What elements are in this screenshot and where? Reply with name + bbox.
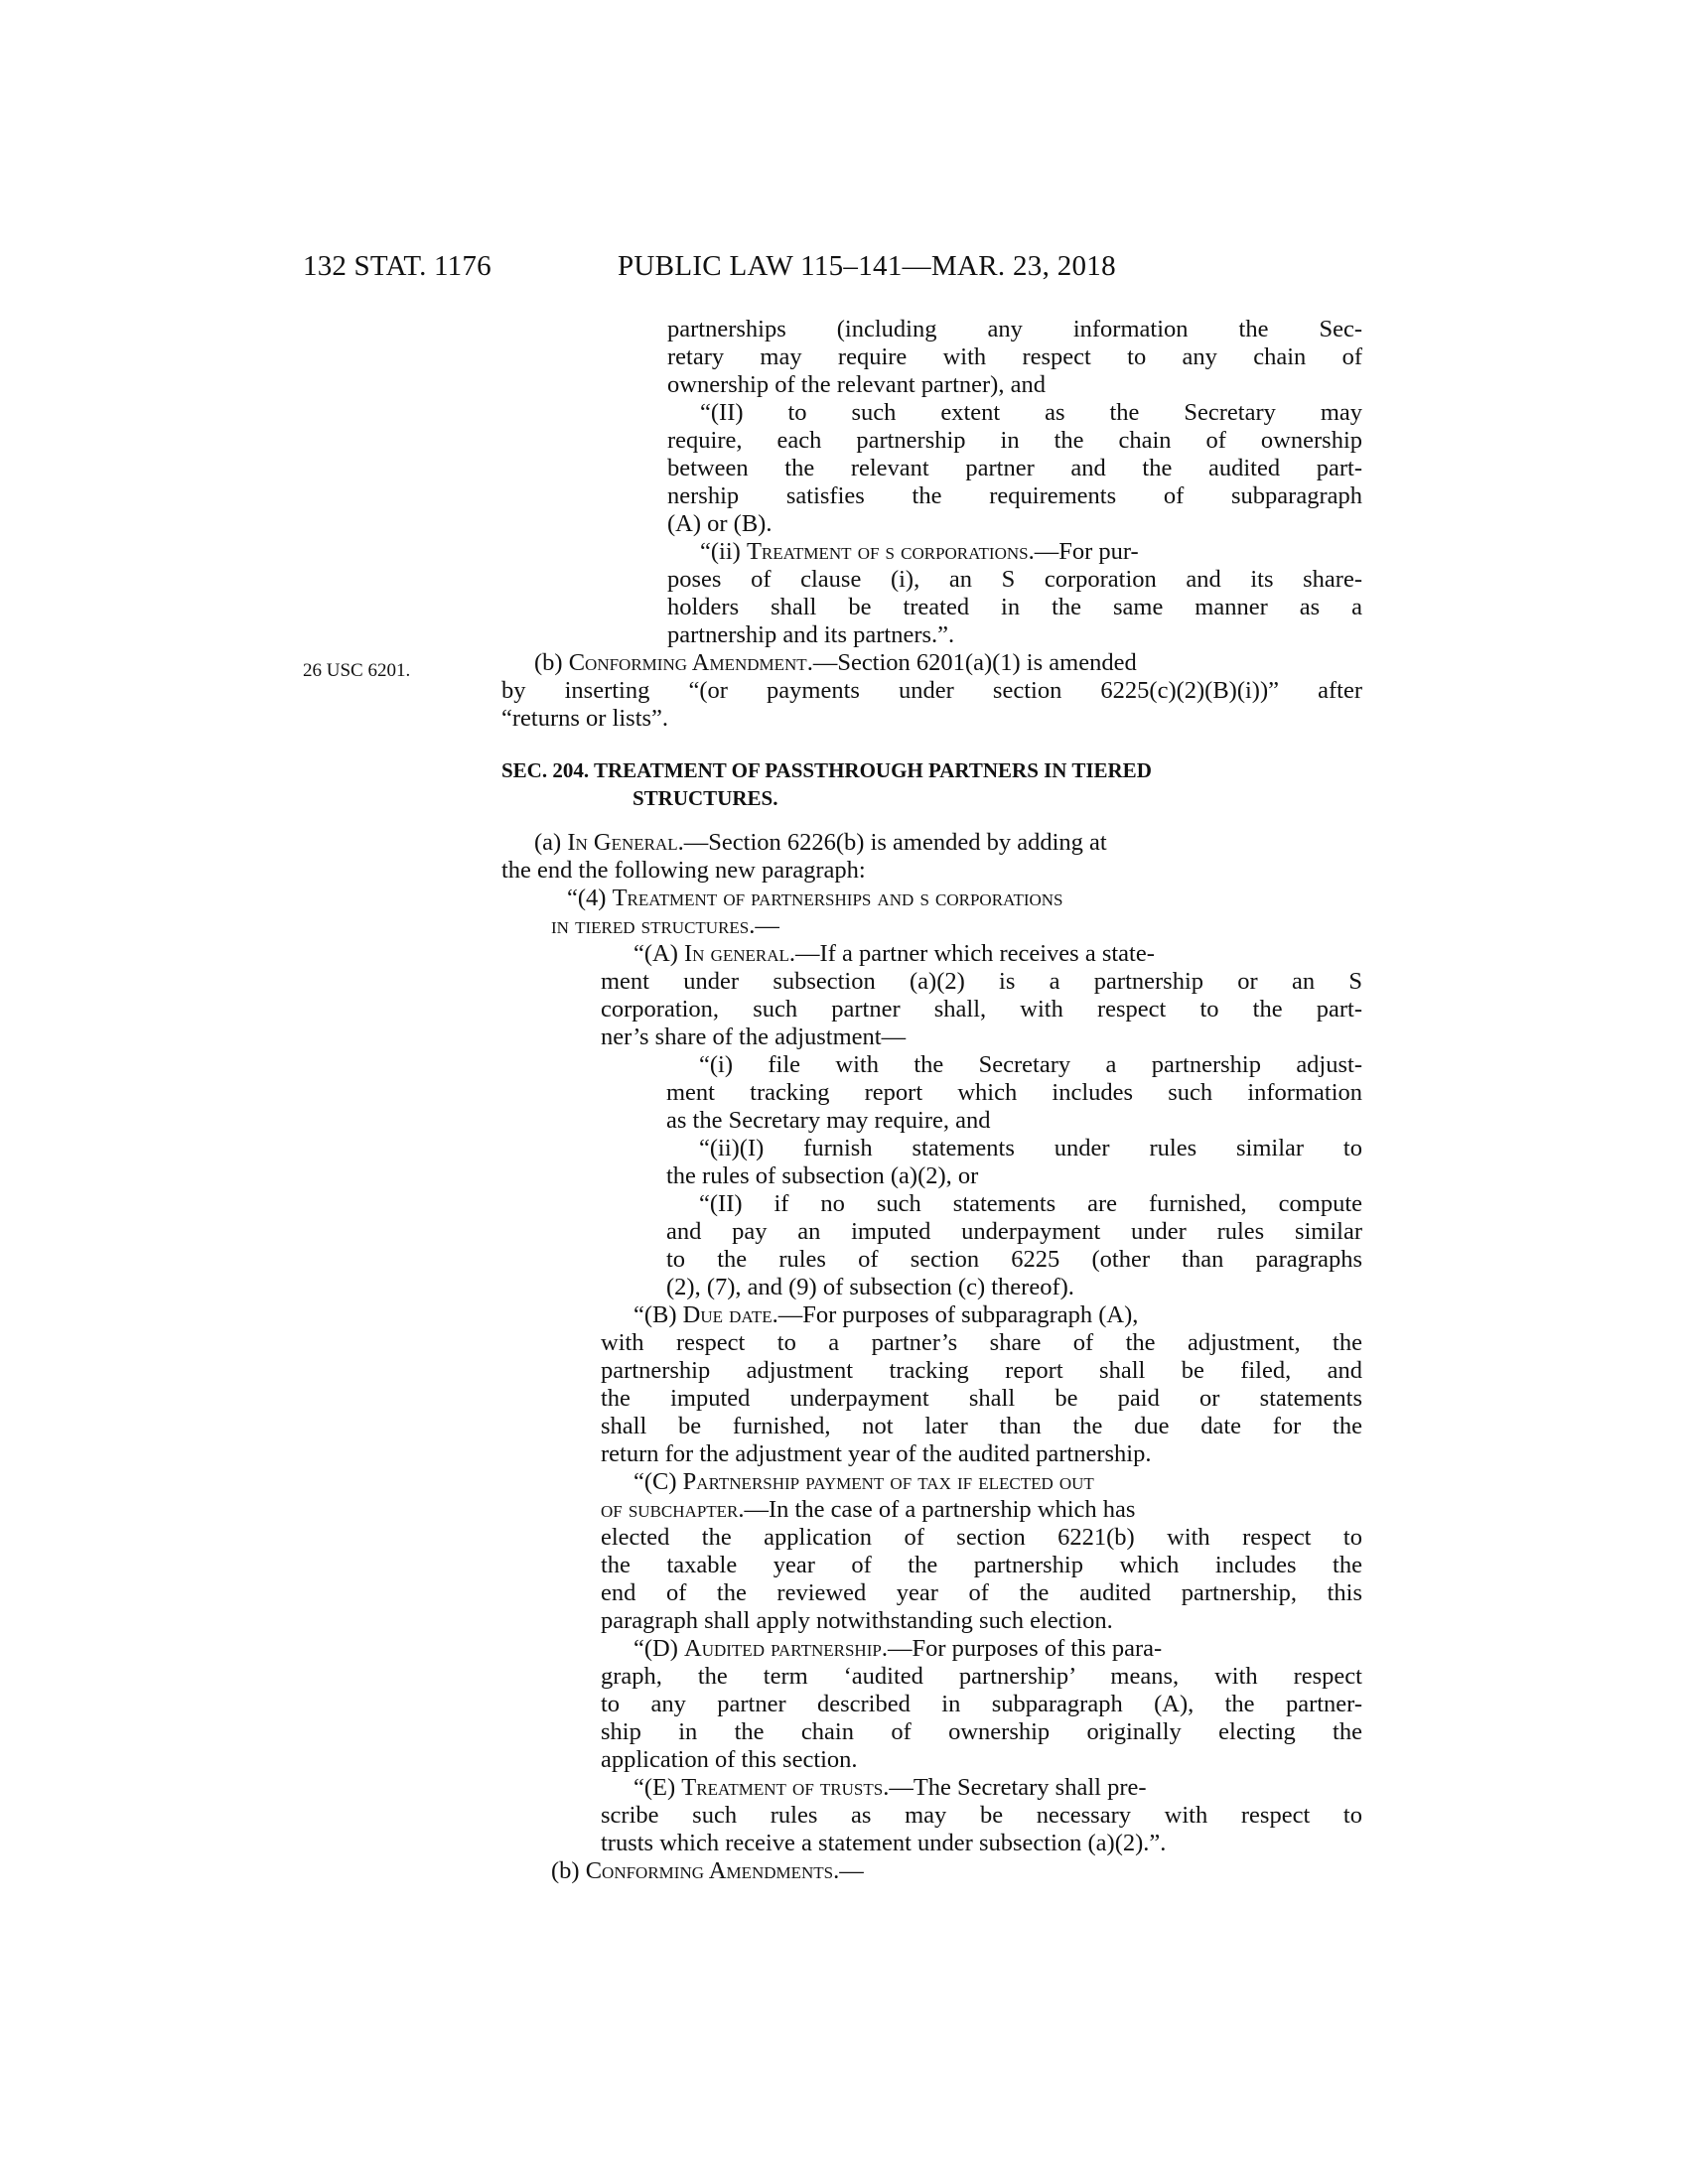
text-line: by inserting “(or payments under section 6225(c)(2)(B)(i))” after bbox=[501, 677, 1362, 704]
text-line: between the relevant partner and the audited part- bbox=[667, 455, 1362, 481]
text-run: .—Section 6201(a)(1) is amended bbox=[806, 649, 1137, 676]
text-run: “(A) bbox=[633, 940, 685, 967]
text-run: “(D) bbox=[633, 1635, 685, 1662]
page-header-title: PUBLIC LAW 115–141—MAR. 23, 2018 bbox=[618, 250, 1116, 282]
heading-text: Conforming Amendments bbox=[585, 1857, 834, 1884]
text-line: the rules of subsection (a)(2), or bbox=[666, 1162, 979, 1189]
text-run: .— bbox=[833, 1857, 864, 1884]
text-line: the taxable year of the partnership which includes the bbox=[601, 1552, 1362, 1578]
text-line: partnership adjustment tracking report shall be filed, and bbox=[601, 1357, 1362, 1384]
heading-text: Due date bbox=[682, 1301, 773, 1328]
text-line: “(II) to such extent as the Secretary may bbox=[700, 399, 1362, 426]
subparagraph-heading-E bbox=[633, 1774, 1147, 1802]
paragraph-heading-4-cont bbox=[551, 912, 779, 940]
text-line: trusts which receive a statement under subsection (a)(2).”. bbox=[601, 1830, 1167, 1856]
subsection-heading-b bbox=[534, 649, 1137, 677]
text-line: “(i) file with the Secretary a partnership adjust- bbox=[699, 1051, 1362, 1078]
text-line: return for the adjustment year of the audited partnership. bbox=[601, 1440, 1152, 1467]
text-run: (a) bbox=[534, 829, 568, 856]
heading-text: of subchapter bbox=[601, 1496, 739, 1523]
text-line: to any partner described in subparagraph (A), the partner- bbox=[601, 1691, 1362, 1717]
text-line: application of this section. bbox=[601, 1746, 858, 1773]
heading-text: in tiered structures bbox=[551, 912, 750, 939]
text-run: “(ii) bbox=[700, 538, 747, 565]
text-line: (A) or (B). bbox=[667, 510, 773, 537]
text-run: (b) bbox=[534, 649, 569, 676]
heading-text: In general bbox=[684, 940, 789, 967]
text-line: and pay an imputed underpayment under rules similar bbox=[666, 1218, 1362, 1245]
text-run: .— bbox=[749, 912, 779, 939]
text-line: the end the following new paragraph: bbox=[501, 857, 866, 884]
text-line: holders shall be treated in the same manner as a bbox=[667, 594, 1362, 620]
text-line: corporation, such partner shall, with respect to the part- bbox=[601, 996, 1362, 1023]
text-run: “(4) bbox=[567, 885, 613, 911]
subparagraph-heading-C-cont bbox=[601, 1496, 1135, 1524]
subparagraph-heading-A bbox=[633, 940, 1155, 968]
text-line: “(ii)(I) furnish statements under rules similar to bbox=[699, 1135, 1362, 1161]
text-line: ownership of the relevant partner), and bbox=[667, 371, 1046, 398]
heading-text: Audited partnership bbox=[684, 1635, 882, 1662]
text-line: ner’s share of the adjustment— bbox=[601, 1024, 907, 1050]
subsection-heading-b-amendments bbox=[551, 1857, 864, 1885]
subparagraph-heading-C bbox=[633, 1468, 1094, 1496]
text-line: partnerships (including any information the Sec- bbox=[667, 316, 1362, 342]
text-line: partnership and its partners.”. bbox=[667, 621, 955, 648]
subparagraph-heading-B bbox=[633, 1301, 1138, 1329]
text-line: (2), (7), and (9) of subsection (c) thereof). bbox=[666, 1274, 1074, 1300]
text-run: .—For purposes of subparagraph (A), bbox=[772, 1301, 1139, 1328]
text-line: shall be furnished, not later than the due date for the bbox=[601, 1413, 1362, 1439]
heading-text: Conforming Amendment bbox=[568, 649, 807, 676]
text-line: ship in the chain of ownership originally electing the bbox=[601, 1718, 1362, 1745]
text-line: paragraph shall apply notwithstanding such election. bbox=[601, 1607, 1113, 1634]
text-line: to the rules of section 6225 (other than paragraphs bbox=[666, 1246, 1362, 1273]
heading-text: Treatment of s corporations bbox=[746, 538, 1029, 565]
text-line: scribe such rules as may be necessary with respect to bbox=[601, 1802, 1362, 1829]
text-run: “(E) bbox=[633, 1774, 682, 1801]
text-line: require, each partnership in the chain of ownership bbox=[667, 427, 1362, 454]
clause-heading-ii bbox=[700, 538, 1139, 566]
text-run: .—For pur- bbox=[1028, 538, 1139, 565]
subsection-heading-a bbox=[534, 829, 1107, 857]
text-run: .—Section 6226(b) is amended by adding at bbox=[677, 829, 1107, 856]
paragraph-heading-4 bbox=[567, 885, 1063, 912]
section-heading: SEC. 204. TREATMENT OF PASSTHROUGH PARTNERS IN TIERED bbox=[501, 758, 1152, 782]
text-run: “(B) bbox=[633, 1301, 683, 1328]
text-line: ment under subsection (a)(2) is a partnership or an S bbox=[601, 968, 1362, 995]
text-line: elected the application of section 6221(b) with respect to bbox=[601, 1524, 1362, 1551]
margin-note-usc: 26 USC 6201. bbox=[303, 660, 411, 681]
text-run: .—In the case of a partnership which has bbox=[738, 1496, 1136, 1523]
text-run: (b) bbox=[551, 1857, 586, 1884]
text-line: end of the reviewed year of the audited partnership, this bbox=[601, 1579, 1362, 1606]
text-line: “(II) if no such statements are furnished, compute bbox=[699, 1190, 1362, 1217]
text-line: as the Secretary may require, and bbox=[666, 1107, 991, 1134]
text-line: nership satisfies the requirements of subparagraph bbox=[667, 482, 1362, 509]
text-line: graph, the term ‘audited partnership’ means, with respect bbox=[601, 1663, 1362, 1690]
page-header-stat-ref: 132 STAT. 1176 bbox=[303, 250, 492, 282]
heading-text: Treatment of partnerships and s corporations bbox=[612, 885, 1063, 911]
text-run: .—The Secretary shall pre- bbox=[883, 1774, 1147, 1801]
text-run: “(C) bbox=[633, 1468, 683, 1495]
text-line: poses of clause (i), an S corporation and its share- bbox=[667, 566, 1362, 593]
heading-text: Partnership payment of tax if elected out bbox=[682, 1468, 1094, 1495]
subparagraph-heading-D bbox=[633, 1635, 1162, 1663]
text-line: with respect to a partner’s share of the adjustment, the bbox=[601, 1329, 1362, 1356]
text-line: the imputed underpayment shall be paid or statements bbox=[601, 1385, 1362, 1412]
heading-text: In General bbox=[567, 829, 678, 856]
text-line: ment tracking report which includes such information bbox=[666, 1079, 1362, 1106]
section-heading: STRUCTURES. bbox=[633, 786, 778, 810]
text-run: .—If a partner which receives a state- bbox=[788, 940, 1155, 967]
text-run: .—For purposes of this para- bbox=[881, 1635, 1163, 1662]
text-line: “returns or lists”. bbox=[501, 705, 669, 732]
text-line: retary may require with respect to any chain of bbox=[667, 343, 1362, 370]
heading-text: Treatment of trusts bbox=[681, 1774, 884, 1801]
